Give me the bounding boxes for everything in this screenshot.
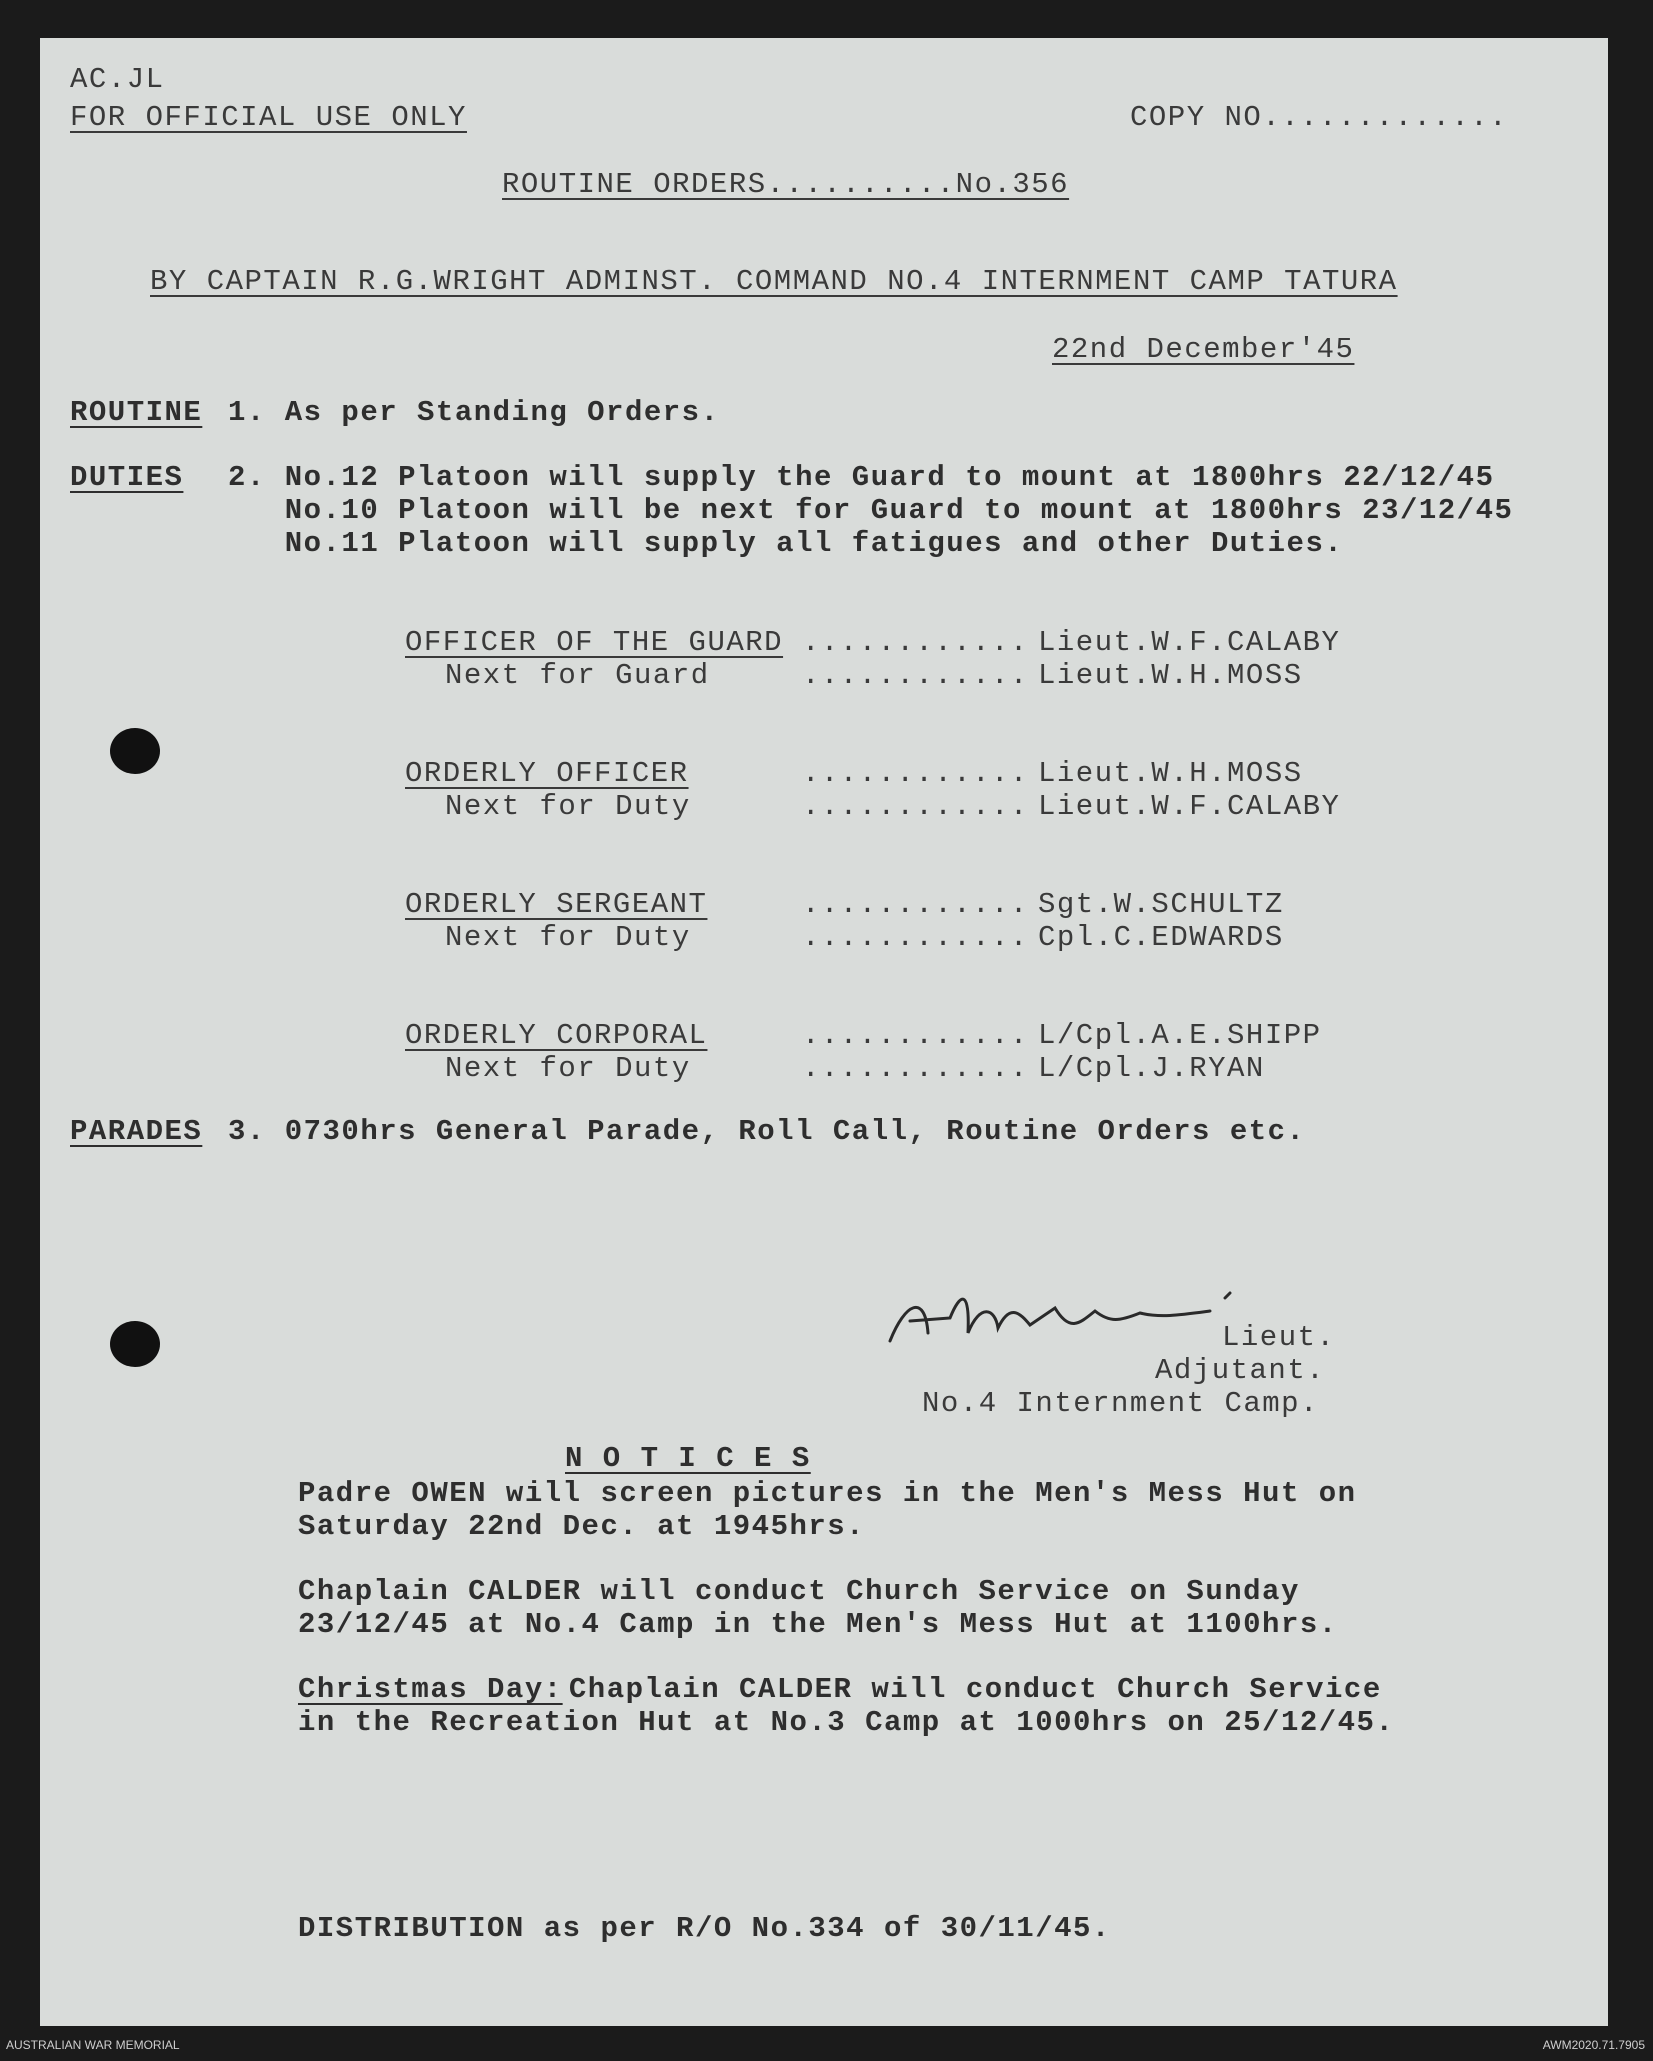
notice-line: Chaplain CALDER will conduct Church Service on Sunday (298, 1575, 1300, 1608)
roster-role: ORDERLY OFFICER (405, 757, 689, 790)
roster-dots: ............ (802, 659, 1029, 692)
notice-lead: Christmas Day: (298, 1673, 563, 1706)
roster-name: Lieut.W.H.MOSS (1038, 757, 1303, 790)
signature-title: Adjutant. (1155, 1354, 1326, 1387)
roster-next-label: Next for Duty (445, 790, 691, 823)
punch-hole (110, 1321, 160, 1367)
parades-text: 3. 0730hrs General Parade, Roll Call, Routine Orders etc. (228, 1115, 1306, 1148)
signature-unit: No.4 Internment Camp. (922, 1387, 1319, 1420)
notices-heading: N O T I C E S (565, 1442, 811, 1475)
duties-line: No.11 Platoon will supply all fatigues and other Duties. (228, 527, 1344, 560)
roster-next-name: Lieut.W.F.CALABY (1038, 790, 1341, 823)
duties-line: 2. No.12 Platoon will supply the Guard to mount at 1800hrs 22/12/45 (228, 461, 1495, 494)
roster-next-name: L/Cpl.J.RYAN (1038, 1052, 1265, 1085)
distribution-note: DISTRIBUTION as per R/O No.334 of 30/11/45. (298, 1912, 1111, 1945)
roster-next-label: Next for Duty (445, 1052, 691, 1085)
roster-dots: ............ (802, 626, 1029, 659)
reference-code: AC.JL (70, 63, 165, 96)
roster-role: ORDERLY CORPORAL (405, 1019, 708, 1052)
document-page (40, 38, 1608, 2026)
signature-rank: Lieut. (1222, 1321, 1336, 1354)
roster-name: Lieut.W.F.CALABY (1038, 626, 1341, 659)
roster-dots: ............ (802, 1052, 1029, 1085)
roster-next-name: Lieut.W.H.MOSS (1038, 659, 1303, 692)
classification: FOR OFFICIAL USE ONLY (70, 101, 467, 134)
notice-line: 23/12/45 at No.4 Camp in the Men's Mess Hut at 1100hrs. (298, 1608, 1338, 1641)
duties-label: DUTIES (70, 461, 184, 494)
roster-next-name: Cpl.C.EDWARDS (1038, 921, 1284, 954)
issuing-authority: BY CAPTAIN R.G.WRIGHT ADMINST. COMMAND NO.4 INTERNMENT CAMP TATURA (150, 265, 1398, 298)
copy-number: COPY NO............. (1130, 101, 1509, 134)
roster-next-label: Next for Guard (445, 659, 710, 692)
roster-dots: ............ (802, 757, 1029, 790)
roster-role: OFFICER OF THE GUARD (405, 626, 784, 659)
routine-text: 1. As per Standing Orders. (228, 396, 720, 429)
roster-name: L/Cpl.A.E.SHIPP (1038, 1019, 1322, 1052)
parades-label: PARADES (70, 1115, 203, 1148)
document-date: 22nd December'45 (1052, 333, 1355, 366)
notice-line: Padre OWEN will screen pictures in the Men's Mess Hut on (298, 1477, 1357, 1510)
roster-dots: ............ (802, 921, 1029, 954)
roster-name: Sgt.W.SCHULTZ (1038, 888, 1284, 921)
notice-line: Saturday 22nd Dec. at 1945hrs. (298, 1510, 866, 1543)
routine-label: ROUTINE (70, 396, 203, 429)
notice-line: Chaplain CALDER will conduct Church Service (550, 1673, 1382, 1706)
duties-line: No.10 Platoon will be next for Guard to mount at 1800hrs 23/12/45 (228, 494, 1514, 527)
roster-dots: ............ (802, 790, 1029, 823)
archive-credit: AUSTRALIAN WAR MEMORIAL (6, 2038, 180, 2052)
notice-line: in the Recreation Hut at No.3 Camp at 1000hrs on 25/12/45. (298, 1706, 1395, 1739)
document-title: ROUTINE ORDERS..........No.356 (502, 168, 1070, 201)
punch-hole (110, 728, 160, 774)
roster-dots: ............ (802, 888, 1029, 921)
roster-dots: ............ (802, 1019, 1029, 1052)
archive-reference: AWM2020.71.7905 (1542, 2038, 1645, 2052)
roster-role: ORDERLY SERGEANT (405, 888, 708, 921)
roster-next-label: Next for Duty (445, 921, 691, 954)
